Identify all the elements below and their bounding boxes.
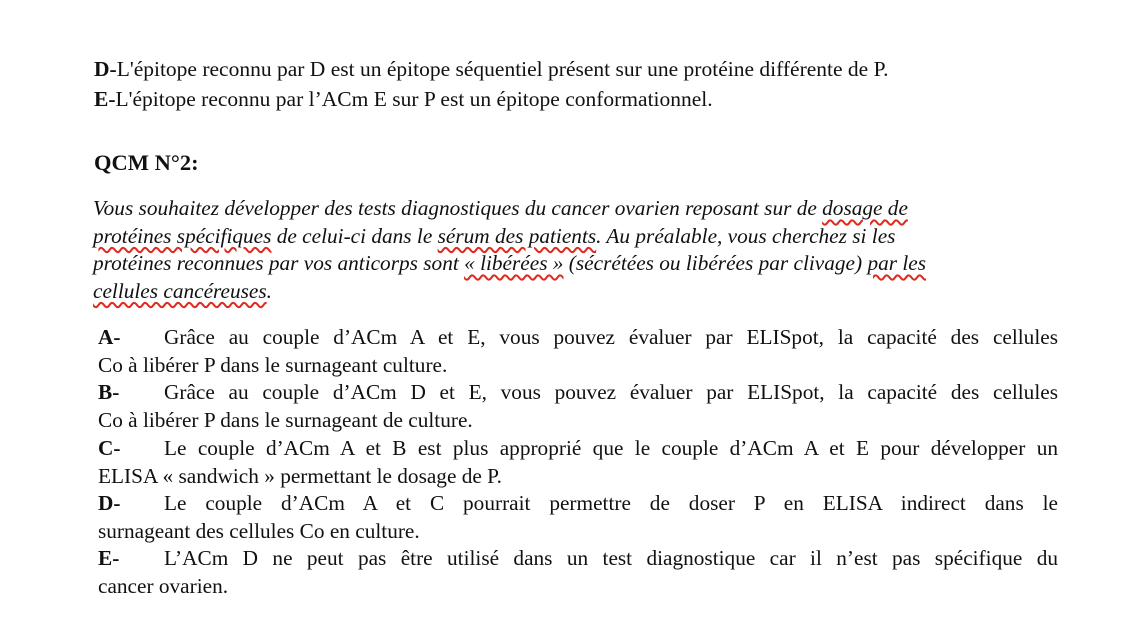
option-text: Le couple d’ACm A et B est plus approprié que le couple d’ACm A et E pour développer un (164, 436, 1058, 460)
answer-option-e (98, 545, 1058, 600)
statement-text: . Au préalable, vous cherchez si les (596, 223, 896, 248)
statement-line (93, 250, 1038, 278)
option-letter: A- (98, 325, 121, 349)
answer-option-a (98, 324, 1058, 379)
spellcheck-underlined-text[interactable]: protéines spécifiques (93, 223, 272, 248)
statement-line (93, 223, 1038, 251)
previous-option-d (94, 55, 889, 83)
option-text: L'épitope reconnu par l’ACm E sur P est un épitope conformationnel. (115, 87, 713, 111)
statement-text: Vous souhaitez développer des tests diagnostiques du cancer ovarien reposant sur de (93, 196, 823, 220)
answer-option-b (98, 379, 1058, 434)
option-letter: E- (94, 87, 116, 111)
answer-option-d (98, 490, 1058, 545)
option-letter: D- (94, 57, 117, 81)
statement-text: . (266, 278, 272, 303)
answer-option-c (98, 435, 1058, 490)
statement-line (93, 278, 1038, 306)
spellcheck-underlined-text[interactable]: cellules cancéreuses (93, 278, 267, 303)
spellcheck-underlined-text[interactable]: sérum des patients (437, 223, 597, 248)
previous-option-e (94, 85, 713, 113)
option-letter: D- (98, 491, 121, 515)
option-text: Grâce au couple d’ACm D et E, vous pouvez évaluer par ELISpot, la capacité des cellules (164, 380, 1058, 404)
option-text-continued: ELISA « sandwich » permettant le dosage de P. (98, 463, 502, 488)
option-text: L'épitope reconnu par D est un épitope séquentiel présent sur une protéine différente de P. (116, 57, 889, 81)
option-letter: E- (98, 546, 120, 570)
option-text-continued: Co à libérer P dans le surnageant culture. (98, 352, 448, 377)
option-text: Grâce au couple d’ACm A et E, vous pouvez évaluer par ELISpot, la capacité des cellules (164, 325, 1058, 349)
qcm-title: QCM N°2: (94, 150, 199, 175)
option-text-continued: cancer ovarien. (98, 573, 229, 598)
option-text-continued: surnageant des cellules Co en culture. (98, 518, 420, 543)
statement-text: (sécrétées ou libérées par clivage) (563, 251, 868, 275)
spellcheck-underlined-text[interactable]: « libérées » (464, 251, 564, 275)
option-text-continued: Co à libérer P dans le surnageant de culture. (98, 407, 473, 432)
option-letter: C- (98, 436, 121, 460)
question-statement (93, 195, 1038, 305)
option-text: Le couple d’ACm A et C pourrait permettre de doser P en ELISA indirect dans le (164, 491, 1058, 515)
option-letter: B- (98, 380, 120, 404)
statement-line (93, 195, 1038, 223)
statement-text: de celui-ci dans le (271, 223, 438, 248)
statement-text: protéines reconnues par vos anticorps sont (93, 251, 465, 275)
spellcheck-underlined-text[interactable]: par les (867, 251, 927, 275)
option-text: L’ACm D ne peut pas être utilisé dans un test diagnostique car il n’est pas spécifique du (164, 546, 1058, 570)
spellcheck-underlined-text[interactable]: dosage de (822, 196, 908, 220)
